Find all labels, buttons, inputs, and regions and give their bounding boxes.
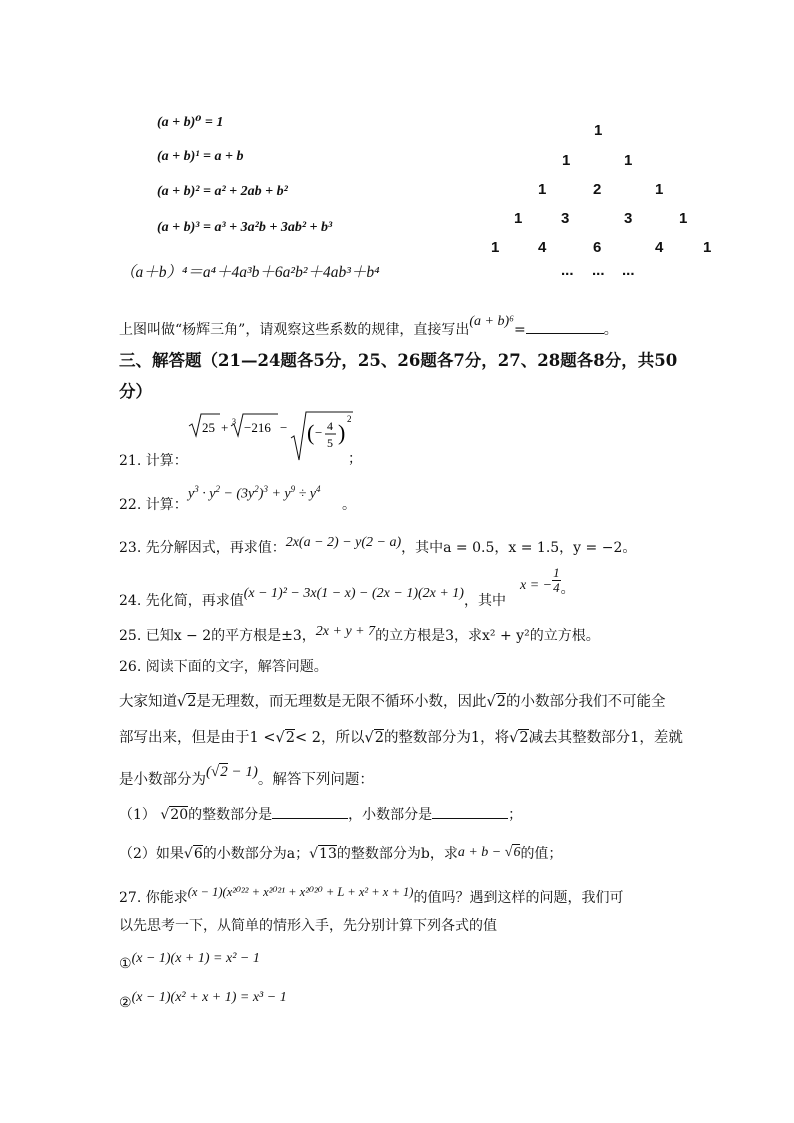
sqrt2-symbol: √2 bbox=[364, 730, 384, 746]
pascal-number: 1 bbox=[491, 239, 500, 256]
section-heading-cont: 分） bbox=[119, 382, 152, 401]
q25-expression: 2x + y + 7 bbox=[315, 624, 376, 639]
pascal-number: 1 bbox=[679, 210, 688, 227]
q24-x-eq: x = − bbox=[520, 578, 553, 594]
q26-text: 大家知道 bbox=[119, 694, 177, 710]
pascal-ellipsis: ... bbox=[561, 262, 574, 279]
sqrt2-symbol: √2 bbox=[275, 730, 295, 746]
q26-paragraph-line3 bbox=[119, 764, 374, 789]
q26-text: 的整数部分为1，将 bbox=[383, 730, 510, 746]
q26-text: < 2，所以 bbox=[294, 730, 365, 746]
q23-expression: 2x(a − 2) − y(2 − a) bbox=[285, 535, 402, 550]
q25-part-a: 25. 已知x − 2的平方根是±3， bbox=[119, 628, 316, 644]
svg-text:−216: −216 bbox=[244, 420, 271, 435]
pascal-number: 1 bbox=[624, 152, 633, 169]
q22-expression: $y^3 \cdot y^2 - (3y^2)^3 + y^9 \div y^4$ bbox=[188, 484, 321, 502]
svg-text:3: 3 bbox=[232, 417, 236, 426]
intro-line bbox=[119, 314, 618, 339]
pascal-ellipsis: ... bbox=[622, 262, 635, 279]
q25-part-c: 的立方根是3，求x² + y²的立方根。 bbox=[375, 628, 600, 644]
answer-blank[interactable] bbox=[526, 319, 604, 334]
formula-power-4: （a＋b）⁴＝a⁴＋4a³b＋6a²b²＋4ab³＋b⁴ bbox=[120, 264, 380, 281]
formula-power-0: (a + b)⁰ = 1 bbox=[157, 115, 224, 130]
q22-label: 22. 计算： bbox=[119, 497, 188, 513]
q27-line1 bbox=[119, 887, 623, 907]
q23-condition: ，其中a = 0.5，x = 1.5，y = −2。 bbox=[401, 540, 637, 556]
formula-power-2: (a + b)² = a² + 2ab + b² bbox=[157, 184, 288, 199]
pascal-number: 1 bbox=[703, 239, 712, 256]
q26-text: 的整数部分为b，求 bbox=[336, 846, 458, 862]
q26-text: 的小数部分我们不可能全 bbox=[505, 694, 666, 710]
pascal-ellipsis: ... bbox=[592, 262, 605, 279]
q27-case2-expression: (x − 1)(x² + x + 1) = x³ − 1 bbox=[131, 990, 287, 1005]
sqrt2-symbol: √2 bbox=[509, 730, 529, 746]
q27-line2: 以先思考一下，从简单的情形入手，先分别计算下列各式的值 bbox=[119, 918, 497, 934]
pascal-number: 1 bbox=[594, 122, 603, 139]
q26-title: 26. 阅读下面的文字，解答问题。 bbox=[119, 659, 328, 675]
answer-blank[interactable] bbox=[432, 804, 508, 819]
q24-numerator: 1 bbox=[553, 565, 560, 580]
pascal-number: 1 bbox=[655, 181, 664, 198]
intro-expression: (a + b)⁶ bbox=[469, 314, 514, 329]
sqrt6-symbol: √6 bbox=[183, 846, 203, 862]
q26-text: 部写出来，但是由于1 < bbox=[119, 730, 276, 746]
q26-text: 。解答下列问题： bbox=[257, 772, 374, 788]
q26-text: 是无理数，而无理数是无限不循环小数，因此 bbox=[196, 694, 487, 710]
q27-case1 bbox=[119, 947, 260, 972]
answer-blank[interactable] bbox=[272, 804, 348, 819]
pascal-number: 4 bbox=[538, 239, 547, 256]
svg-text:25: 25 bbox=[202, 420, 215, 435]
intro-text: 上图叫做“杨辉三角”，请观察这些系数的规律，直接写出 bbox=[119, 322, 470, 338]
q21-expression bbox=[188, 410, 358, 462]
q26-sub-label: （1） bbox=[119, 807, 156, 823]
q27-case2 bbox=[119, 986, 287, 1011]
sqrt2-symbol: √2 bbox=[486, 694, 506, 710]
section-heading: 三、解答题（21—24题各5分，25、26题各7分，27、28题各8分，共50 bbox=[119, 351, 678, 370]
pascal-number: 1 bbox=[514, 210, 523, 227]
intro-equals: = bbox=[513, 322, 526, 338]
svg-text:+: + bbox=[221, 420, 229, 435]
q26-text: 的值； bbox=[520, 846, 563, 862]
q26-text: 减去其整数部分1，差就 bbox=[528, 730, 683, 746]
q24-label: 24. 先化简，再求值 bbox=[119, 593, 244, 609]
circled-number-2: ② bbox=[119, 995, 132, 1011]
q21-end: ； bbox=[348, 451, 362, 467]
svg-text:): ) bbox=[338, 420, 346, 445]
q22-end: 。 bbox=[342, 497, 356, 513]
q27-text: 的值吗？遇到这样的问题，我们可 bbox=[413, 890, 624, 906]
q23-label: 23. 先分解因式，再求值： bbox=[119, 540, 286, 556]
pascal-number: 4 bbox=[655, 239, 664, 256]
sqrt13-symbol: √13 bbox=[309, 846, 337, 862]
q26-text: 是小数部分为 bbox=[119, 772, 206, 788]
q24-line bbox=[119, 586, 506, 610]
q27-text: 27. 你能求 bbox=[119, 890, 188, 906]
pascal-number: 3 bbox=[624, 210, 633, 227]
q26-text: 的整数部分是 bbox=[188, 807, 273, 823]
q24-end: 。 bbox=[560, 582, 575, 598]
pascal-number: 1 bbox=[538, 181, 547, 198]
svg-text:5: 5 bbox=[327, 436, 333, 450]
q24-condition: ，其中 bbox=[463, 593, 506, 609]
q26-text: 的小数部分为a； bbox=[202, 846, 310, 862]
q23-line bbox=[119, 537, 636, 557]
q25-line bbox=[119, 625, 600, 645]
q21-label: 21. 计算： bbox=[119, 453, 188, 469]
q26-sub2 bbox=[119, 843, 562, 863]
svg-text:4: 4 bbox=[327, 419, 333, 433]
q26-paragraph-line1 bbox=[119, 690, 665, 711]
q21-radicals bbox=[188, 410, 358, 462]
circled-number-1: ① bbox=[119, 956, 132, 972]
pascal-number: 1 bbox=[562, 152, 571, 169]
q26-text: ，小数部分是 bbox=[348, 807, 433, 823]
q26-sub-label: （2）如果 bbox=[119, 846, 184, 862]
pascal-number: 3 bbox=[561, 210, 570, 227]
formula-power-3: (a + b)³ = a³ + 3a²b + 3ab² + b³ bbox=[157, 220, 333, 235]
q27-expression: (x − 1)(x²⁰²² + x²⁰²¹ + x²⁰²⁰ + L + x² + x + 1) bbox=[187, 885, 414, 899]
sqrt20-symbol: √20 bbox=[155, 807, 189, 823]
sqrt2-symbol: √2 bbox=[177, 694, 197, 710]
q26-sub1 bbox=[119, 804, 522, 824]
intro-end: 。 bbox=[603, 322, 618, 338]
svg-text:2: 2 bbox=[347, 414, 352, 424]
pascal-number: 2 bbox=[593, 181, 602, 198]
q24-expression: (x − 1)² − 3x(1 − x) − (2x − 1)(2x + 1) bbox=[243, 586, 464, 601]
svg-text:−: − bbox=[280, 420, 288, 435]
sqrt2-minus-1: (√2 − 1) bbox=[206, 764, 258, 780]
formula-power-1: (a + b)¹ = a + b bbox=[157, 149, 244, 164]
q24-fraction bbox=[552, 566, 561, 594]
q26-abx: a + b − bbox=[457, 845, 502, 860]
pascal-number: 6 bbox=[593, 239, 602, 256]
svg-text:−: − bbox=[315, 425, 323, 440]
q27-case1-expression: (x − 1)(x + 1) = x² − 1 bbox=[131, 951, 260, 966]
q24-x-value bbox=[520, 565, 575, 598]
q26-paragraph-line2 bbox=[119, 726, 683, 747]
q26-expression: a + b − √6 bbox=[457, 845, 521, 860]
svg-text:(: ( bbox=[307, 420, 315, 445]
q26-text: ； bbox=[508, 807, 523, 823]
q24-denominator: 4 bbox=[553, 579, 560, 595]
